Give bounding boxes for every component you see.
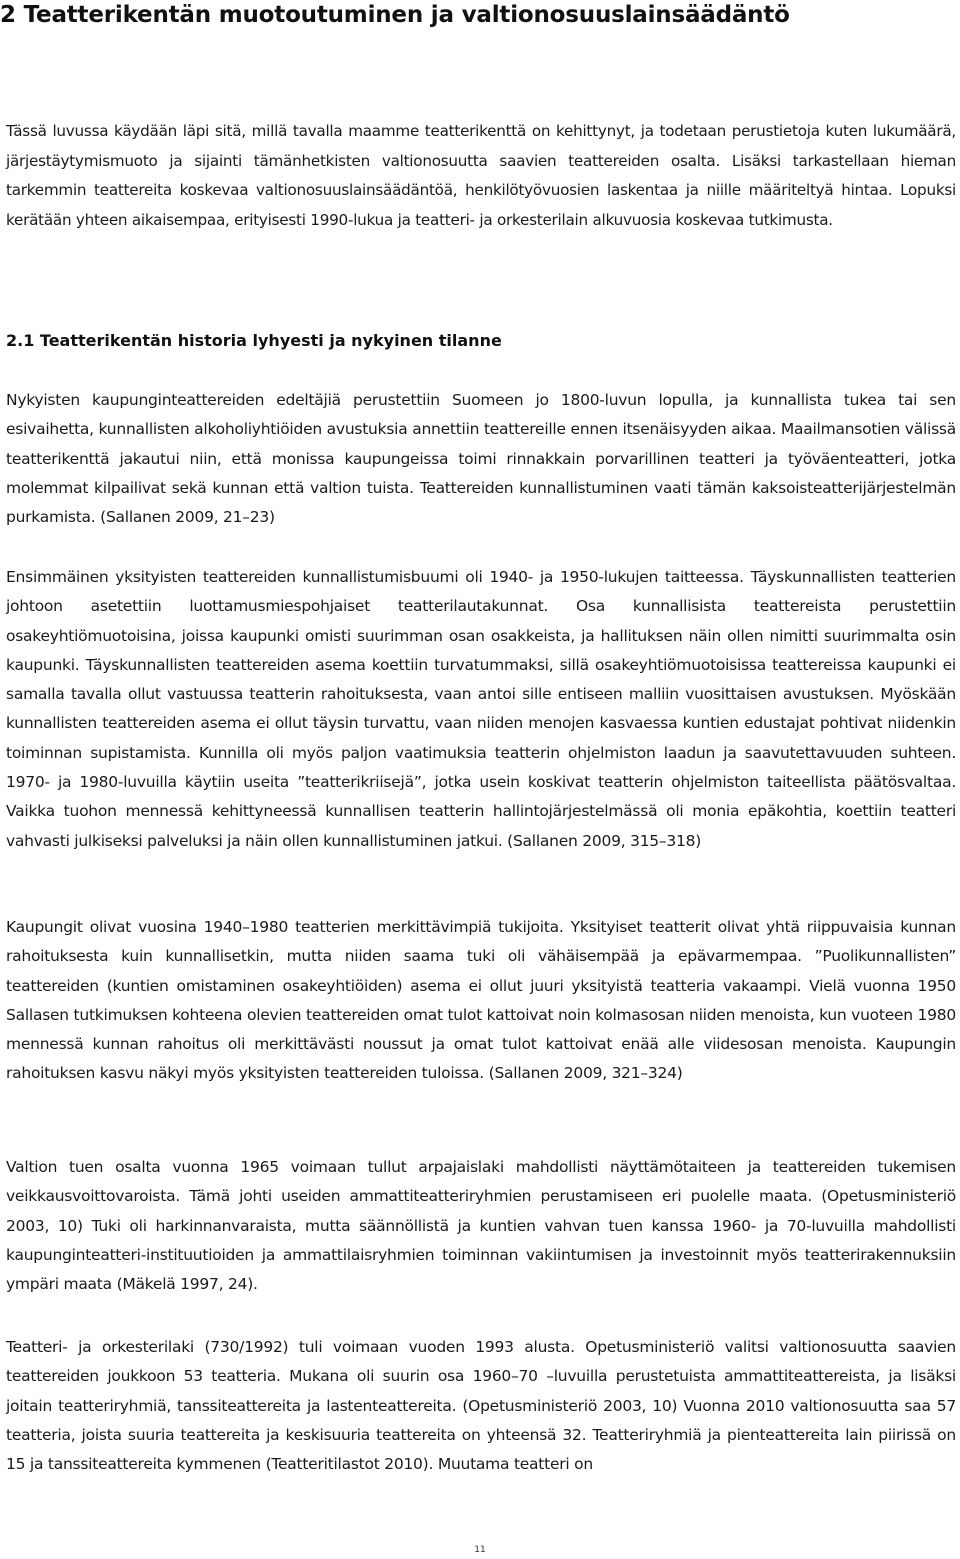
section-heading: 2.1 Teatterikentän historia lyhyesti ja nykyinen tilanne: [6, 331, 502, 350]
body-paragraph: Ensimmäinen yksityisten teattereiden kunnallistumisbuumi oli 1940- ja 1950-lukujen taitteessa. Täyskunnallisten teatterien johtoon asetettiin luottamusmiespohjaiset teatterilautakunnat. Osa kunnallisista teattereista perustettiin osakeyhtiömuotoisina, joissa kaupunki omisti suurimman osan osakkeista, ja hallituksen näin ollen nimitti suurimmalta osin kaupunki. Täyskunnallisten teattereiden asema koettiin turvatummaksi, sillä osakeyhtiömuotoisissa teattereissa kaupunki ei samalla tavalla ollut vastuussa teatterin rahoituksesta, vaan antoi sille entiseen malliin vuosittaisen avustuksen. Myöskään kunnallisten teattereiden asema ei ollut täysin turvattu, vaan niiden menojen kasvaessa kuntien edustajat pohtivat niidenkin toiminnan supistamista. Kunnilla oli myös paljon vaatimuksia teatterin ohjelmiston laadun ja saavutettavuuden suhteen. 1970- ja 1980-luvuilla käytiin useita ”teatterikriisejä”, jotka usein koskivat teatterin ohjelmiston taiteellista päätösvaltaa. Vaikka tuohon mennessä kehittyneessä kunnallisen teatterin hallintojärjestelmässä oli monia epäkohtia, koettiin teatteri vahvasti julkiseksi palveluksi ja näin ollen kunnallistuminen jatkui. (Sallanen 2009, 315–318): [6, 568, 956, 850]
body-paragraph: Valtion tuen osalta vuonna 1965 voimaan tullut arpajaislaki mahdollisti näyttämötaiteen ja teattereiden tukemisen veikkausvoittovaroista. Tämä johti useiden ammattiteatteriryhmien perustamiseen eri puolelle maata. (Opetusministeriö 2003, 10) Tuki oli harkinnanvaraista, mutta säännöllistä ja kuntien vahvan tuen kanssa 1960- ja 70-luvuilla mahdollisti kaupunginteatteri-instituutioiden ja ammattilaisryhmien toiminnan vakiintumisen ja investoinnit myös teatterirakennuksiin ympäri maata (Mäkelä 1997, 24).: [6, 1158, 956, 1294]
body-paragraph: Kaupungit olivat vuosina 1940–1980 teatterien merkittävimpiä tukijoita. Yksityiset teatterit olivat yhtä riippuvaisia kunnan rahoituksesta kuin kunnallisetkin, mutta niiden saama tuki oli vähäisempää ja epävarmempaa. ”Puolikunnallisten” teattereiden (kuntien omistaminen osakeyhtiöiden) asema ei ollut juuri yksityistä teatteria vakaampi. Vielä vuonna 1950 Sallasen tutkimuksen kohteena olevien teattereiden omat tulot kattoivat noin kolmasosan niiden menoista, kun vuoteen 1980 mennessä kunnan rahoitus oli merkittävästi noussut ja omat tulot kattoivat enää alle viidesosan menoista. Kaupungin rahoituksen kasvu näkyi myös yksityisten teattereiden tuloissa. (Sallanen 2009, 321–324): [6, 918, 956, 1083]
body-paragraph: Teatteri- ja orkesterilaki (730/1992) tuli voimaan vuoden 1993 alusta. Opetusministeriö valitsi valtionosuutta saavien teattereiden joukkoon 53 teatteria. Mukana oli suurin osa 1960–70 –luvuilla perustetuista ammattiteattereista, ja lisäksi joitain teatteriryhmiä, tanssiteattereita ja lastenteattereita. (Opetusministeriö 2003, 10) Vuonna 2010 valtionosuutta saa 57 teatteria, joista suuria teattereita ja keskisuuria teattereita on yhteensä 32. Teatteriryhmiä ja pienteattereita lain piirissä on 15 ja tanssiteattereita kymmenen (Teatteritilastot 2010). Muutama teatteri on: [6, 1338, 956, 1474]
body-paragraph: Nykyisten kaupunginteattereiden edeltäjiä perustettiin Suomeen jo 1800-luvun lopulla, ja kunnallista tukea tai sen esivaihetta, kunnallisten alkoholiyhtiöiden avustuksia annettiin teattereille ennen itsenäisyyden aikaa. Maailmansotien välissä teatterikenttä jakautui niin, että monissa kaupungeissa toimi rinnakkain porvarillinen teatteri ja työväenteatteri, jotka molemmat kilpailivat sekä kunnan että valtion tuista. Teattereiden kunnallistuminen vaati tämän kaksoisteatterijärjestelmän purkamista. (Sallanen 2009, 21–23): [6, 391, 956, 527]
intro-paragraph: Tässä luvussa käydään läpi sitä, millä tavalla maamme teatterikenttä on kehittynyt, ja todetaan perustietoja kuten lukumäärä, järjestäytymismuoto ja sijainti tämänhetkisten valtionosuutta saavien teattereiden osalta. Lisäksi tarkastellaan hieman tarkemmin teattereita koskevaa valtionosuuslainsäädäntöä, henkilötyövuosien laskentaa ja niille määriteltyä hintaa. Lopuksi kerätään yhteen aikaisempaa, erityisesti 1990-lukua ja teatteri- ja orkesterilain alkuvuosia koskevaa tutkimusta.: [6, 122, 956, 229]
chapter-title: 2 Teatterikentän muotoutuminen ja valtionosuuslainsäädäntö: [0, 2, 790, 28]
page-number: 11: [474, 1545, 486, 1555]
